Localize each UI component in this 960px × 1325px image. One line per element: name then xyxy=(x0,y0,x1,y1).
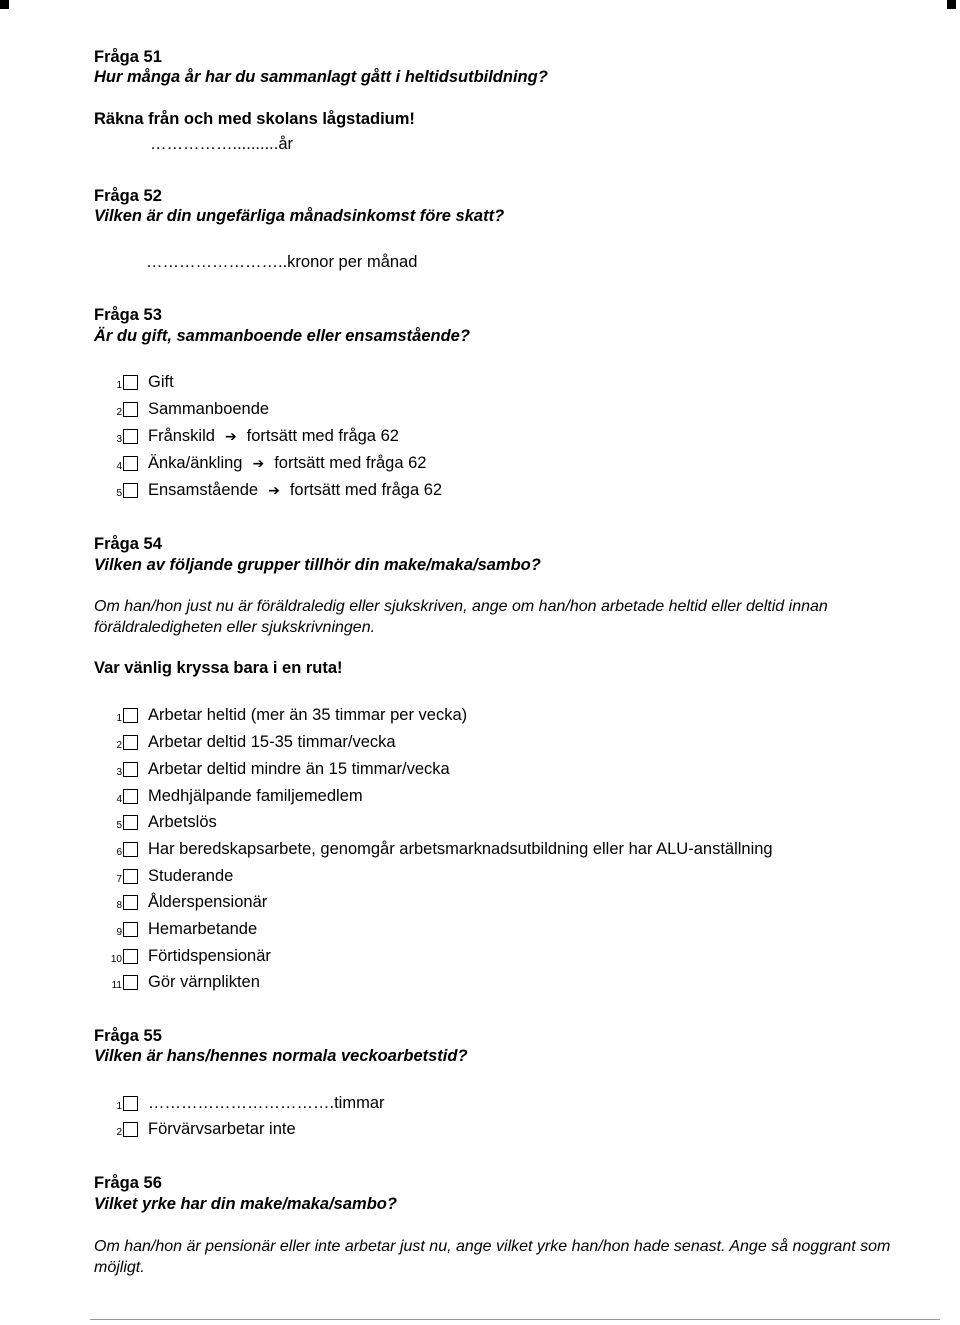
checkbox[interactable] xyxy=(123,1122,138,1137)
option-label: Arbetar deltid mindre än 15 timmar/vecka xyxy=(148,759,450,778)
q51-question: Hur många år har du sammanlagt gått i heltidsutbildning? xyxy=(94,68,548,86)
q54-option[interactable] xyxy=(100,945,271,967)
option-label: Medhjälpande familjemedlem xyxy=(148,786,363,805)
option-number: 3 xyxy=(116,767,122,778)
checkbox[interactable] xyxy=(123,815,138,830)
checkbox[interactable] xyxy=(123,735,138,750)
q54-option[interactable] xyxy=(100,971,260,993)
q55-option[interactable] xyxy=(100,1118,296,1140)
option-number: 10 xyxy=(110,954,122,965)
q55-number: Fråga 55 xyxy=(94,1027,162,1045)
q54-option[interactable] xyxy=(100,891,267,913)
q54-option[interactable] xyxy=(100,838,773,860)
checkbox[interactable] xyxy=(123,789,138,804)
checkbox[interactable] xyxy=(123,375,138,390)
option-number: 3 xyxy=(116,434,122,445)
q53-option[interactable] xyxy=(100,371,174,393)
q54-number: Fråga 54 xyxy=(94,535,162,553)
q54-option[interactable] xyxy=(100,811,217,833)
q53-option[interactable] xyxy=(100,398,269,420)
checkbox[interactable] xyxy=(123,869,138,884)
hours-answer-field[interactable]: …………………………….timmar xyxy=(148,1093,385,1112)
option-number: 6 xyxy=(116,847,122,858)
option-label: Ensamstående xyxy=(148,480,259,499)
option-label: Har beredskapsarbete, genomgår arbetsmarknadsutbildning eller har ALU-anställning xyxy=(148,839,773,858)
option-number: 1 xyxy=(116,1101,122,1112)
q53-option[interactable] xyxy=(100,425,399,447)
q56-question: Vilket yrke har din make/maka/sambo? xyxy=(94,1195,397,1213)
q53-question: Är du gift, sammanboende eller ensamstående? xyxy=(94,327,470,345)
option-number: 4 xyxy=(116,461,122,472)
checkbox[interactable] xyxy=(123,842,138,857)
option-number: 9 xyxy=(116,927,122,938)
option-number: 4 xyxy=(116,794,122,805)
arrow-right-icon: ➔ xyxy=(224,427,237,444)
option-number: 2 xyxy=(116,407,122,418)
q54-option[interactable] xyxy=(100,704,467,726)
checkbox[interactable] xyxy=(123,975,138,990)
q54-question: Vilken av följande grupper tillhör din make/maka/sambo? xyxy=(94,556,541,574)
option-number: 2 xyxy=(116,740,122,751)
option-label: Studerande xyxy=(148,866,234,885)
q54-option[interactable] xyxy=(100,731,396,753)
q53-option[interactable] xyxy=(100,479,442,501)
q56-number: Fråga 56 xyxy=(94,1174,162,1192)
q51-number: Fråga 51 xyxy=(94,48,162,66)
option-number: 1 xyxy=(116,380,122,391)
q54-option[interactable] xyxy=(100,785,363,807)
option-label: Förtidspensionär xyxy=(148,946,271,965)
q52-answer-field[interactable]: ……………………..kronor per månad xyxy=(146,253,418,271)
checkbox[interactable] xyxy=(123,762,138,777)
option-number: 7 xyxy=(116,874,122,885)
q54-option[interactable] xyxy=(100,865,233,887)
q52-question: Vilken är din ungefärliga månadsinkomst före skatt? xyxy=(94,207,505,225)
option-label: Arbetar heltid (mer än 35 timmar per vecka) xyxy=(148,705,468,724)
option-number: 5 xyxy=(116,488,122,499)
checkbox[interactable] xyxy=(123,949,138,964)
option-label: Gör värnplikten xyxy=(148,972,260,991)
option-number: 5 xyxy=(116,820,122,831)
skip-instruction: fortsätt med fråga 62 xyxy=(246,426,399,445)
option-label: Arbetar deltid 15-35 timmar/vecka xyxy=(148,732,396,751)
option-label: Ålderspensionär xyxy=(148,892,268,911)
checkbox[interactable] xyxy=(123,402,138,417)
q54-note: Om han/hon just nu är föräldraledig eller sjukskriven, ange om han/hon arbetade heltid eller deltid innan föräldraledigheten eller sjukskrivningen. xyxy=(94,598,828,636)
option-number: 8 xyxy=(116,900,122,911)
arrow-right-icon: ➔ xyxy=(252,454,265,471)
option-label: Arbetslös xyxy=(148,812,217,831)
q54-option[interactable] xyxy=(100,918,257,940)
q54-instruction: Var vänlig kryssa bara i en ruta! xyxy=(94,659,343,677)
option-number: 1 xyxy=(116,713,122,724)
checkbox[interactable] xyxy=(123,429,138,444)
option-label: Hemarbetande xyxy=(148,919,258,938)
option-label: Sammanboende xyxy=(148,399,270,418)
q51-answer-field[interactable]: ……………..........år xyxy=(150,135,294,153)
checkbox[interactable] xyxy=(123,1096,138,1111)
q55-question: Vilken är hans/hennes normala veckoarbetstid? xyxy=(94,1047,468,1065)
skip-instruction: fortsätt med fråga 62 xyxy=(274,453,427,472)
q53-number: Fråga 53 xyxy=(94,306,162,324)
q56-note: Om han/hon är pensionär eller inte arbetar just nu, ange vilket yrke han/hon hade senast. Ange så noggrant som möjligt. xyxy=(94,1238,891,1276)
checkbox[interactable] xyxy=(123,483,138,498)
option-label: Änka/änkling xyxy=(148,453,243,472)
option-label: Frånskild xyxy=(148,426,215,445)
checkbox[interactable] xyxy=(123,922,138,937)
skip-instruction: fortsätt med fråga 62 xyxy=(289,480,443,499)
corner-mark-right xyxy=(947,0,956,9)
footer-divider xyxy=(90,1319,940,1320)
arrow-right-icon: ➔ xyxy=(268,481,280,498)
checkbox[interactable] xyxy=(123,708,138,723)
option-number: 11 xyxy=(111,980,122,991)
q54-option[interactable] xyxy=(100,758,450,780)
q51-instruction: Räkna från och med skolans lågstadium! xyxy=(94,110,415,128)
corner-mark-left xyxy=(0,0,9,9)
checkbox[interactable] xyxy=(123,895,138,910)
q53-option[interactable] xyxy=(100,452,426,474)
option-label: Gift xyxy=(148,372,174,391)
q55-option[interactable] xyxy=(100,1092,385,1114)
checkbox[interactable] xyxy=(123,456,138,471)
option-number: 2 xyxy=(116,1127,122,1138)
option-label: Förvärvsarbetar inte xyxy=(148,1119,296,1138)
q52-number: Fråga 52 xyxy=(94,187,162,205)
